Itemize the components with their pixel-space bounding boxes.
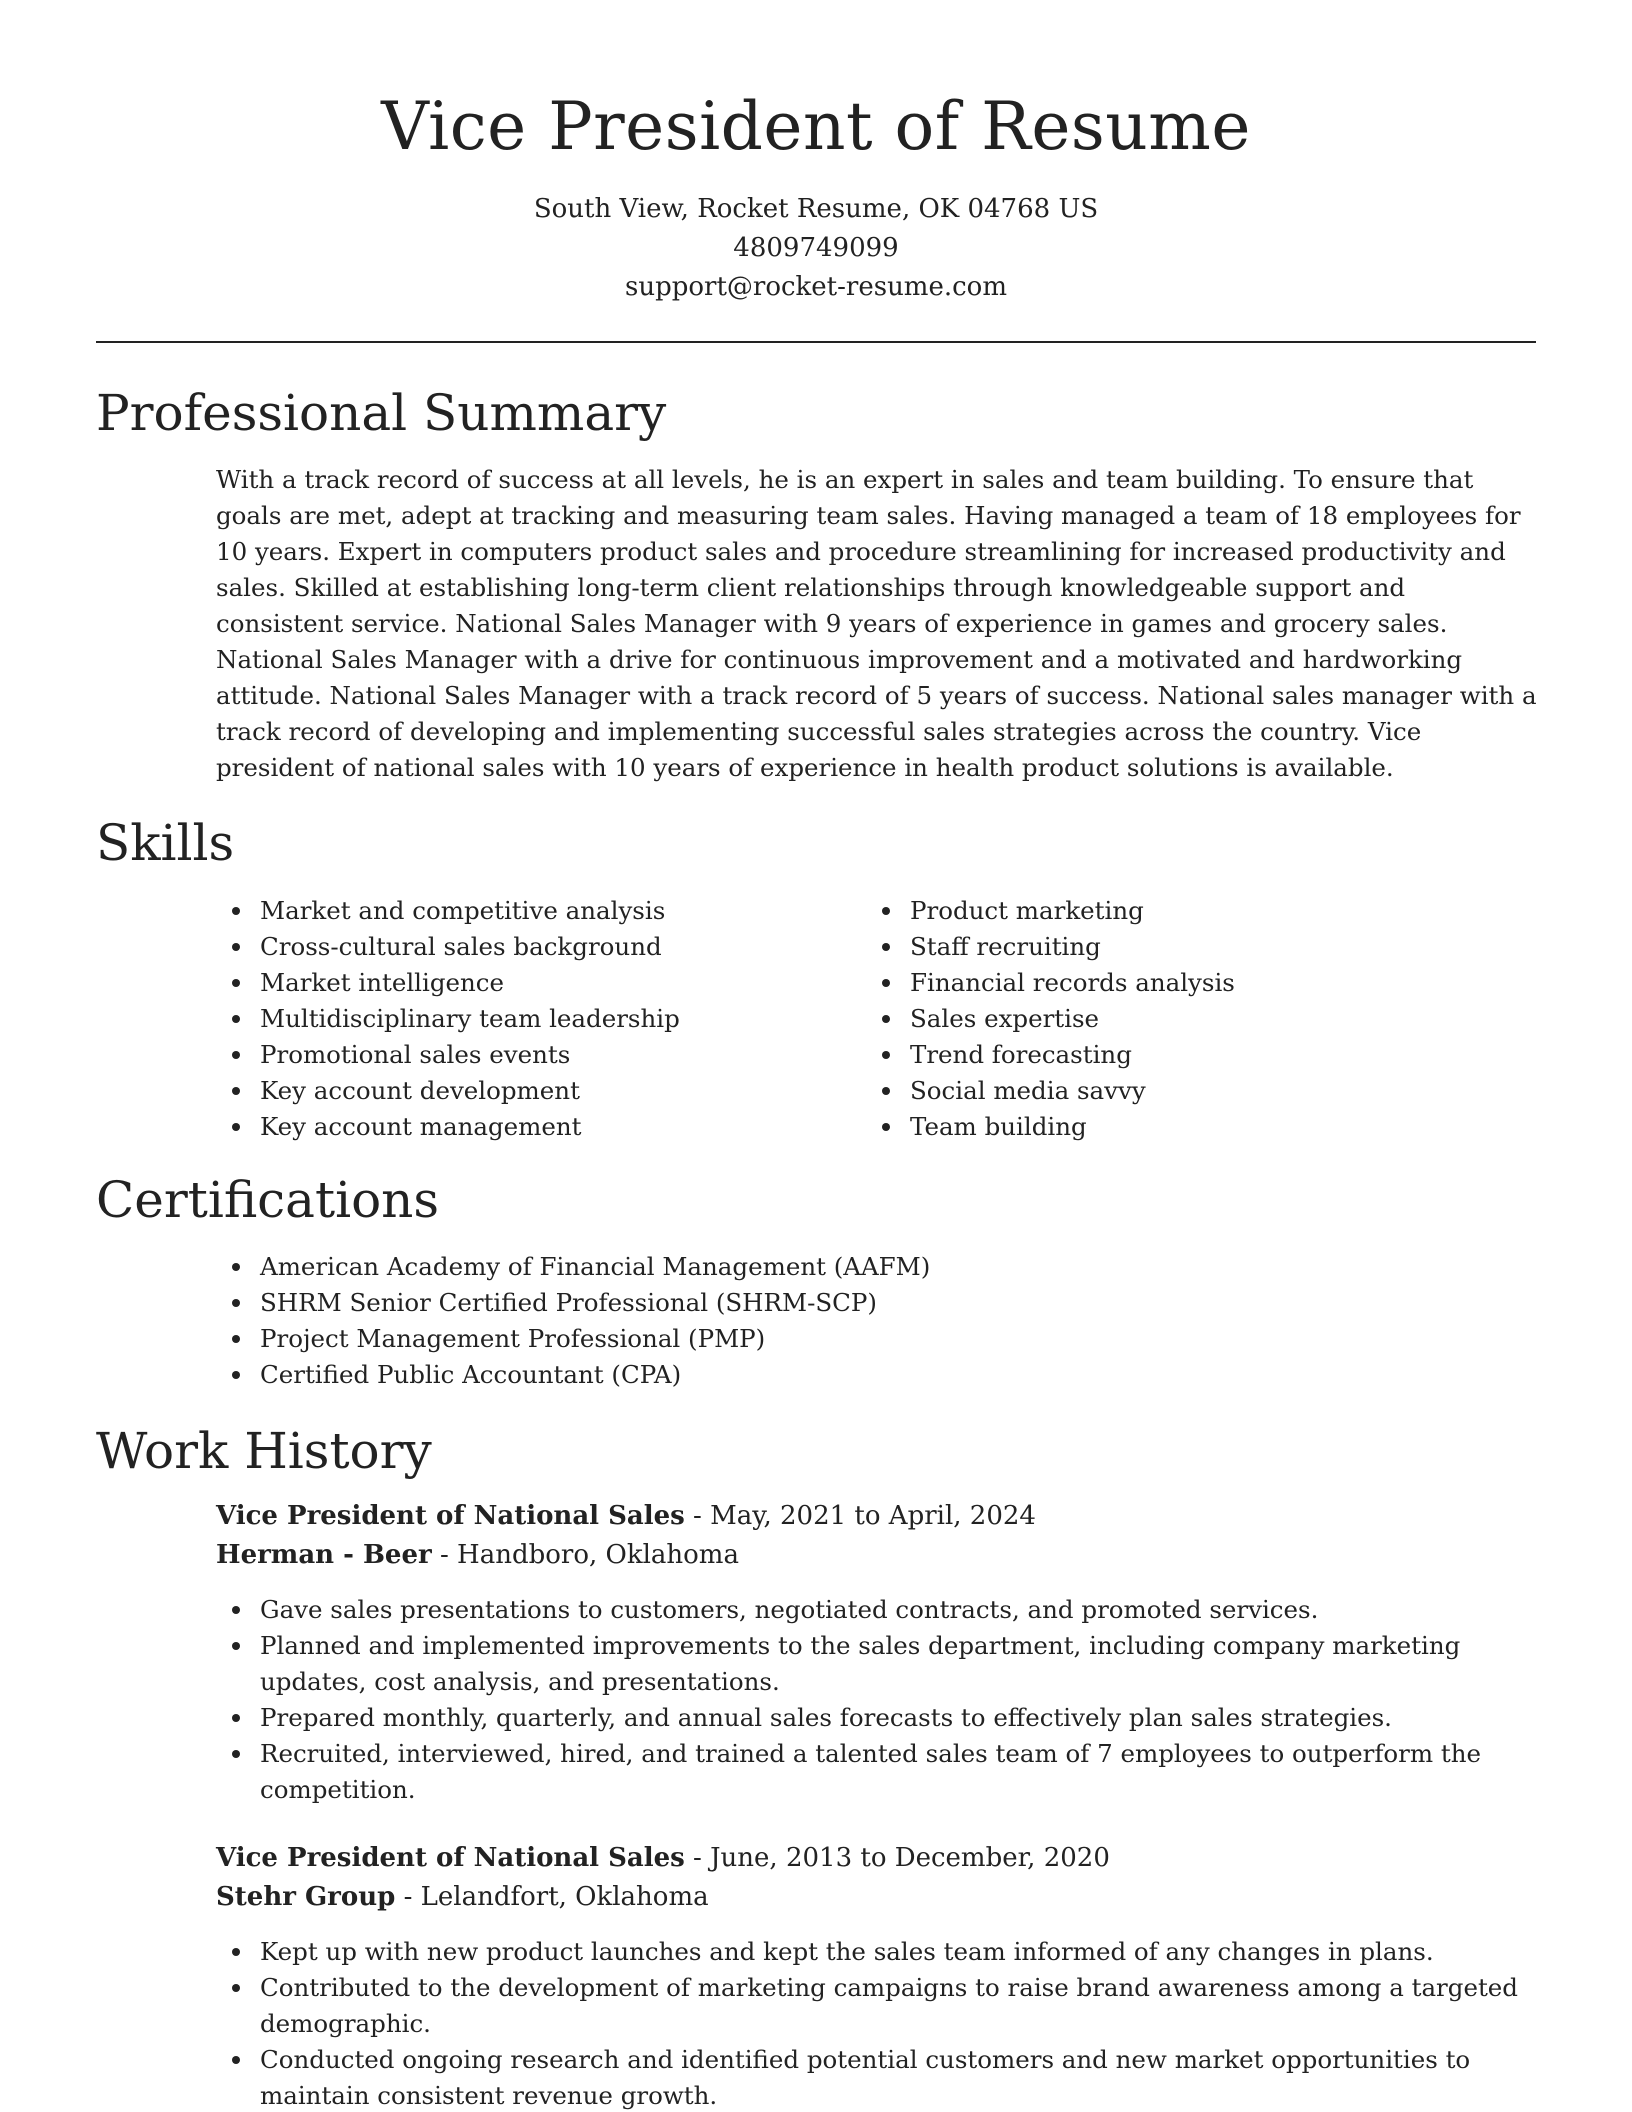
candidate-name: Vice President of Resume <box>381 88 1251 165</box>
responsibility-item: Gave sales presentations to customers, negotiated contracts, and promoted services. <box>216 1592 1538 1628</box>
job-title-line <box>216 1839 1110 1878</box>
header-divider <box>96 341 1536 343</box>
summary-text: With a track record of success at all levels, he is an expert in sales and team building. To ensure that goals are met, adept at tracking and measuring team sales. Having managed a team of 18 employees for 10 years. Expert in computers product sales and procedure streamlining for increased productivity and sales. Skilled at establishing long-term client relationships through knowledgeable support and consistent service. National Sales Manager with 9 years of experience in games and grocery sales. National Sales Manager with a drive for continuous improvement and a motivated and hardworking attitude. National Sales Manager with a track record of 5 years of success. National sales manager with a track record of developing and implementing successful sales strategies across the country. Vice president of national sales with 10 years of experience in health product solutions is available. <box>216 465 1537 782</box>
responsibility-item: Recruited, interviewed, hired, and trained a talented sales team of 7 employees to outperform the competition. <box>216 1736 1538 1808</box>
skill-item: Team building <box>866 1109 1506 1145</box>
certification-item: Project Management Professional (PMP) <box>216 1321 1416 1357</box>
contact-info <box>96 190 1536 307</box>
job-location: - Handboro, Oklahoma <box>431 1540 739 1570</box>
skill-item: Product marketing <box>866 893 1506 929</box>
job-company-line <box>216 1536 739 1575</box>
skill-item: Key account development <box>216 1073 856 1109</box>
contact-address: South View, Rocket Resume, OK 04768 US <box>533 194 1099 224</box>
job-company: Stehr Group <box>216 1882 396 1912</box>
skill-item: Market intelligence <box>216 965 856 1001</box>
responsibility-item: Conducted ongoing research and identified potential customers and new market opportunities to maintain consistent revenue growth. <box>216 2042 1538 2112</box>
responsibility-item: Contributed to the development of marketing campaigns to raise brand awareness among a targeted demographic. <box>216 1970 1538 2042</box>
contact-email: support@rocket-resume.com <box>624 272 1007 302</box>
certification-item: SHRM Senior Certified Professional (SHRM-SCP) <box>216 1285 1416 1321</box>
summary-heading: Professional Summary <box>96 384 667 442</box>
job-responsibilities <box>216 1934 1538 2112</box>
work-history-heading: Work History <box>96 1422 432 1480</box>
job-dates: - June, 2013 to December, 2020 <box>684 1843 1110 1873</box>
responsibility-item: Planned and implemented improvements to the sales department, including company marketing updates, cost analysis, and presentations. <box>216 1628 1538 1700</box>
job-responsibilities <box>216 1592 1538 1808</box>
certifications-list <box>216 1249 1416 1393</box>
certifications-heading: Certifications <box>96 1171 440 1229</box>
responsibility-item: Kept up with new product launches and kept the sales team informed of any changes in plans. <box>216 1934 1538 1970</box>
job-title-line <box>216 1497 1036 1536</box>
skill-item: Sales expertise <box>866 1001 1506 1037</box>
skills-list-right <box>866 893 1506 1145</box>
certification-item: American Academy of Financial Management (AAFM) <box>216 1249 1416 1285</box>
skill-item: Cross-cultural sales background <box>216 929 856 965</box>
skill-item: Market and competitive analysis <box>216 893 856 929</box>
skill-item: Multidisciplinary team leadership <box>216 1001 856 1037</box>
contact-phone: 4809749099 <box>733 233 899 263</box>
certification-item: Certified Public Accountant (CPA) <box>216 1357 1416 1393</box>
skill-item: Staff recruiting <box>866 929 1506 965</box>
skill-item: Financial records analysis <box>866 965 1506 1001</box>
job-role: Vice President of National Sales <box>216 1843 685 1873</box>
skill-item: Key account management <box>216 1109 856 1145</box>
resume-header <box>96 86 1536 307</box>
job-company: Herman - Beer <box>216 1540 432 1570</box>
skill-item: Social media savvy <box>866 1073 1506 1109</box>
job-location: - Lelandfort, Oklahoma <box>395 1882 709 1912</box>
job-dates: - May, 2021 to April, 2024 <box>684 1501 1036 1531</box>
job-company-line <box>216 1878 709 1917</box>
responsibility-item: Prepared monthly, quarterly, and annual sales forecasts to effectively plan sales strategies. <box>216 1700 1538 1736</box>
skill-item: Trend forecasting <box>866 1037 1506 1073</box>
job-role: Vice President of National Sales <box>216 1501 685 1531</box>
skill-item: Promotional sales events <box>216 1037 856 1073</box>
skills-list-left <box>216 893 856 1145</box>
skills-heading: Skills <box>96 814 235 872</box>
